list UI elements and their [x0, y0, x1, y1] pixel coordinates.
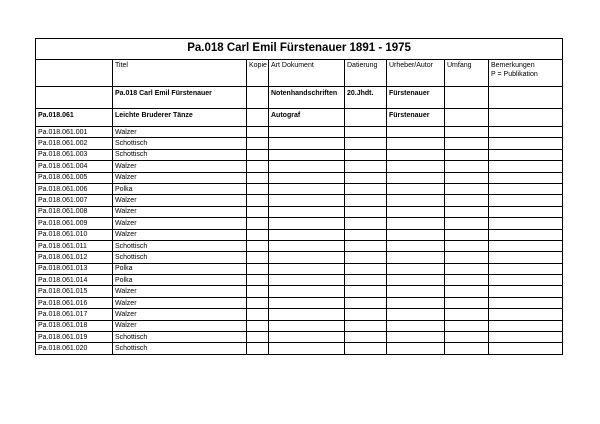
item-bemerkungen-cell [489, 263, 563, 274]
header-bemerkungen-note: P = Publikation [491, 70, 538, 78]
table-row [36, 240, 563, 251]
item-titel-cell: Schottisch [113, 138, 247, 149]
collection-kopie [247, 87, 269, 109]
item-kopie-cell [247, 286, 269, 297]
header-kopie: Kopie [247, 60, 269, 87]
item-datierung-cell [345, 206, 387, 217]
table-row [36, 263, 563, 274]
table-row [36, 275, 563, 286]
item-kopie-cell [247, 206, 269, 217]
item-datierung-cell [345, 127, 387, 138]
item-umfang-cell [445, 332, 489, 343]
item-titel-cell: Schottisch [113, 149, 247, 160]
header-art-dokument: Art Dokument [269, 60, 345, 87]
catalog-table [35, 38, 563, 355]
item-signature-cell: Pa.018.061.008 [36, 206, 113, 217]
item-art-cell [269, 240, 345, 251]
table-row [36, 297, 563, 308]
item-titel-cell: Walzer [113, 229, 247, 240]
item-urheber-cell [387, 320, 445, 331]
item-bemerkungen-cell [489, 343, 563, 354]
item-titel-cell: Polka [113, 275, 247, 286]
item-titel-cell: Walzer [113, 161, 247, 172]
table-row [36, 218, 563, 229]
item-titel-cell: Walzer [113, 218, 247, 229]
item-kopie-cell [247, 138, 269, 149]
item-art-cell [269, 309, 345, 320]
header-urheber: Urheber/Autor [387, 60, 445, 87]
item-kopie-cell [247, 183, 269, 194]
item-bemerkungen-cell [489, 149, 563, 160]
item-umfang-cell [445, 252, 489, 263]
item-umfang-cell [445, 229, 489, 240]
table-row [36, 138, 563, 149]
item-datierung-cell [345, 320, 387, 331]
item-titel-cell: Schottisch [113, 240, 247, 251]
group-signature: Pa.018.061 [36, 109, 113, 127]
catalog-sheet [35, 38, 562, 355]
item-umfang-cell [445, 195, 489, 206]
item-kopie-cell [247, 297, 269, 308]
item-kopie-cell [247, 320, 269, 331]
item-bemerkungen-cell [489, 286, 563, 297]
collection-datierung: 20.Jhdt. [345, 87, 387, 109]
item-urheber-cell [387, 172, 445, 183]
item-signature-cell: Pa.018.061.003 [36, 149, 113, 160]
item-datierung-cell [345, 149, 387, 160]
item-umfang-cell [445, 275, 489, 286]
item-signature-cell: Pa.018.061.007 [36, 195, 113, 206]
group-urheber: Fürstenauer [387, 109, 445, 127]
collection-bemerkungen [489, 87, 563, 109]
item-signature-cell: Pa.018.061.016 [36, 297, 113, 308]
item-datierung-cell [345, 240, 387, 251]
item-art-cell [269, 172, 345, 183]
item-umfang-cell [445, 240, 489, 251]
item-kopie-cell [247, 149, 269, 160]
item-urheber-cell [387, 149, 445, 160]
item-urheber-cell [387, 218, 445, 229]
collection-umfang [445, 87, 489, 109]
item-datierung-cell [345, 195, 387, 206]
item-umfang-cell [445, 263, 489, 274]
item-umfang-cell [445, 149, 489, 160]
item-bemerkungen-cell [489, 161, 563, 172]
item-datierung-cell [345, 183, 387, 194]
group-titel: Leichte Bruderer Tänze [113, 109, 247, 127]
item-signature-cell: Pa.018.061.002 [36, 138, 113, 149]
item-urheber-cell [387, 263, 445, 274]
item-titel-cell: Walzer [113, 172, 247, 183]
table-row [36, 206, 563, 217]
item-titel-cell: Walzer [113, 206, 247, 217]
item-kopie-cell [247, 195, 269, 206]
item-umfang-cell [445, 218, 489, 229]
item-titel-cell: Walzer [113, 195, 247, 206]
item-signature-cell: Pa.018.061.013 [36, 263, 113, 274]
item-umfang-cell [445, 309, 489, 320]
item-kopie-cell [247, 343, 269, 354]
item-kopie-cell [247, 218, 269, 229]
table-row [36, 183, 563, 194]
item-signature-cell: Pa.018.061.014 [36, 275, 113, 286]
item-bemerkungen-cell [489, 172, 563, 183]
item-titel-cell: Schottisch [113, 252, 247, 263]
item-art-cell [269, 252, 345, 263]
item-art-cell [269, 206, 345, 217]
item-art-cell [269, 127, 345, 138]
item-titel-cell: Walzer [113, 320, 247, 331]
table-row [36, 172, 563, 183]
table-row [36, 127, 563, 138]
item-urheber-cell [387, 206, 445, 217]
header-row [36, 60, 563, 87]
item-urheber-cell [387, 309, 445, 320]
item-signature-cell: Pa.018.061.004 [36, 161, 113, 172]
item-signature-cell: Pa.018.061.017 [36, 309, 113, 320]
item-umfang-cell [445, 286, 489, 297]
collection-row [36, 87, 563, 109]
item-bemerkungen-cell [489, 206, 563, 217]
item-urheber-cell [387, 286, 445, 297]
item-datierung-cell [345, 172, 387, 183]
item-datierung-cell [345, 252, 387, 263]
item-art-cell [269, 183, 345, 194]
item-bemerkungen-cell [489, 240, 563, 251]
item-signature-cell: Pa.018.061.006 [36, 183, 113, 194]
item-signature-cell: Pa.018.061.015 [36, 286, 113, 297]
item-umfang-cell [445, 343, 489, 354]
item-urheber-cell [387, 252, 445, 263]
item-kopie-cell [247, 127, 269, 138]
table-row [36, 195, 563, 206]
item-art-cell [269, 320, 345, 331]
table-row [36, 320, 563, 331]
item-datierung-cell [345, 309, 387, 320]
item-datierung-cell [345, 263, 387, 274]
item-bemerkungen-cell [489, 195, 563, 206]
item-kopie-cell [247, 161, 269, 172]
item-umfang-cell [445, 138, 489, 149]
group-kopie [247, 109, 269, 127]
header-datierung: Datierung [345, 60, 387, 87]
item-bemerkungen-cell [489, 275, 563, 286]
item-signature-cell: Pa.018.061.020 [36, 343, 113, 354]
collection-art: Notenhandschriften [269, 87, 345, 109]
table-row [36, 343, 563, 354]
item-urheber-cell [387, 275, 445, 286]
item-umfang-cell [445, 172, 489, 183]
table-row [36, 149, 563, 160]
item-urheber-cell [387, 332, 445, 343]
item-signature-cell: Pa.018.061.005 [36, 172, 113, 183]
table-row [36, 161, 563, 172]
item-signature-cell: Pa.018.061.009 [36, 218, 113, 229]
item-umfang-cell [445, 297, 489, 308]
collection-urheber: Fürstenauer [387, 87, 445, 109]
group-row [36, 109, 563, 127]
item-umfang-cell [445, 127, 489, 138]
item-art-cell [269, 263, 345, 274]
item-datierung-cell [345, 275, 387, 286]
item-datierung-cell [345, 229, 387, 240]
item-urheber-cell [387, 343, 445, 354]
item-titel-cell: Polka [113, 183, 247, 194]
item-signature-cell: Pa.018.061.012 [36, 252, 113, 263]
item-bemerkungen-cell [489, 332, 563, 343]
item-umfang-cell [445, 206, 489, 217]
table-row [36, 229, 563, 240]
item-art-cell [269, 195, 345, 206]
header-bemerkungen [489, 60, 563, 87]
item-titel-cell: Schottisch [113, 332, 247, 343]
item-datierung-cell [345, 332, 387, 343]
item-titel-cell: Walzer [113, 127, 247, 138]
item-signature-cell: Pa.018.061.018 [36, 320, 113, 331]
item-bemerkungen-cell [489, 320, 563, 331]
item-kopie-cell [247, 172, 269, 183]
item-umfang-cell [445, 320, 489, 331]
group-art: Autograf [269, 109, 345, 127]
item-titel-cell: Walzer [113, 297, 247, 308]
item-art-cell [269, 286, 345, 297]
item-datierung-cell [345, 138, 387, 149]
item-kopie-cell [247, 240, 269, 251]
item-umfang-cell [445, 161, 489, 172]
item-signature-cell: Pa.018.061.011 [36, 240, 113, 251]
item-art-cell [269, 229, 345, 240]
item-signature-cell: Pa.018.061.010 [36, 229, 113, 240]
item-datierung-cell [345, 286, 387, 297]
item-kopie-cell [247, 263, 269, 274]
item-urheber-cell [387, 127, 445, 138]
item-art-cell [269, 218, 345, 229]
item-bemerkungen-cell [489, 229, 563, 240]
item-umfang-cell [445, 183, 489, 194]
item-kopie-cell [247, 275, 269, 286]
item-urheber-cell [387, 138, 445, 149]
item-bemerkungen-cell [489, 297, 563, 308]
item-art-cell [269, 332, 345, 343]
table-row [36, 332, 563, 343]
collection-signature [36, 87, 113, 109]
collection-titel: Pa.018 Carl Emil Fürstenauer [113, 87, 247, 109]
item-titel-cell: Walzer [113, 286, 247, 297]
item-urheber-cell [387, 195, 445, 206]
item-signature-cell: Pa.018.061.001 [36, 127, 113, 138]
group-umfang [445, 109, 489, 127]
header-titel: Titel [113, 60, 247, 87]
item-bemerkungen-cell [489, 138, 563, 149]
item-art-cell [269, 138, 345, 149]
item-urheber-cell [387, 229, 445, 240]
item-titel-cell: Polka [113, 263, 247, 274]
item-urheber-cell [387, 297, 445, 308]
item-signature-cell: Pa.018.061.019 [36, 332, 113, 343]
item-bemerkungen-cell [489, 252, 563, 263]
item-datierung-cell [345, 297, 387, 308]
header-signature [36, 60, 113, 87]
group-datierung [345, 109, 387, 127]
table-row [36, 286, 563, 297]
item-bemerkungen-cell [489, 309, 563, 320]
item-art-cell [269, 343, 345, 354]
item-art-cell [269, 297, 345, 308]
item-urheber-cell [387, 161, 445, 172]
item-kopie-cell [247, 332, 269, 343]
item-art-cell [269, 161, 345, 172]
title-row [36, 39, 563, 60]
item-datierung-cell [345, 218, 387, 229]
item-datierung-cell [345, 161, 387, 172]
item-kopie-cell [247, 229, 269, 240]
item-urheber-cell [387, 240, 445, 251]
header-bemerkungen-label: Bemerkungen [491, 62, 535, 69]
item-datierung-cell [345, 343, 387, 354]
item-titel-cell: Schottisch [113, 343, 247, 354]
item-art-cell [269, 275, 345, 286]
item-bemerkungen-cell [489, 183, 563, 194]
document-title: Pa.018 Carl Emil Fürstenauer 1891 - 1975 [36, 39, 563, 60]
item-titel-cell: Walzer [113, 309, 247, 320]
table-row [36, 309, 563, 320]
item-bemerkungen-cell [489, 127, 563, 138]
group-bemerkungen [489, 109, 563, 127]
item-kopie-cell [247, 309, 269, 320]
item-art-cell [269, 149, 345, 160]
table-row [36, 252, 563, 263]
header-umfang: Umfang [445, 60, 489, 87]
item-kopie-cell [247, 252, 269, 263]
item-urheber-cell [387, 183, 445, 194]
item-bemerkungen-cell [489, 218, 563, 229]
